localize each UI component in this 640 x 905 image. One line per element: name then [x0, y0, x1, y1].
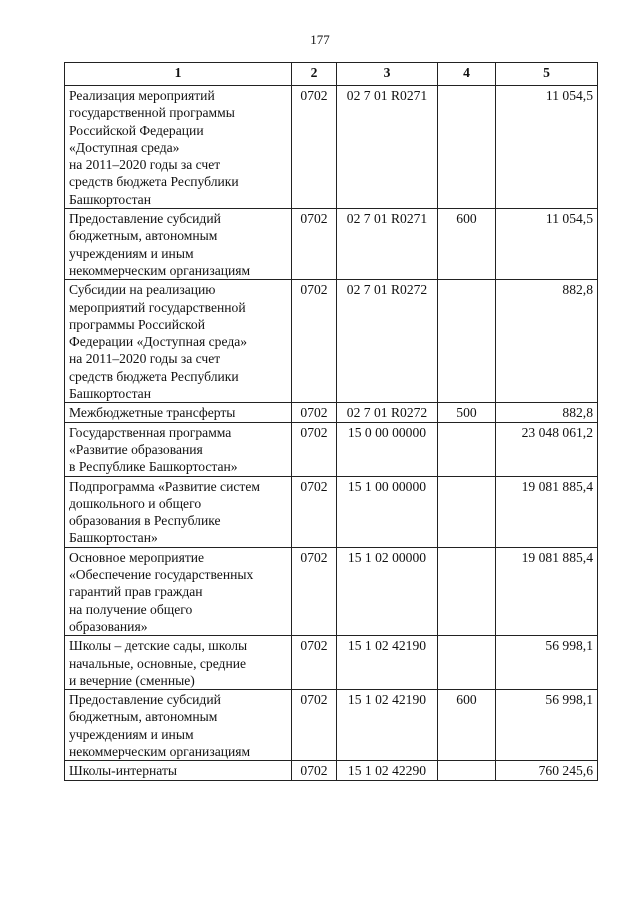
row-section: 0702	[292, 422, 337, 476]
budget-table	[64, 62, 598, 781]
table-row	[65, 422, 598, 476]
row-section: 0702	[292, 636, 337, 690]
row-name-cell	[65, 280, 292, 403]
row-code: 02 7 01 R0271	[337, 209, 438, 280]
row-name: Подпрограмма «Развитие систем дошкольного и общего образования в Республике Башкортостан»	[69, 478, 260, 546]
row-type	[438, 636, 496, 690]
row-name: Субсидии на реализацию мероприятий государственной программы Российской Федерации «Доступная среда» на 2011–2020 годы за счет средств бюджета Республики Башкортостан	[69, 282, 248, 402]
row-name-cell	[65, 761, 292, 780]
table-row	[65, 761, 598, 780]
row-type: 500	[438, 403, 496, 422]
row-name-cell	[65, 422, 292, 476]
row-code: 15 1 00 00000	[337, 476, 438, 547]
row-code: 15 1 02 42190	[337, 690, 438, 761]
row-name: Школы-интернаты	[69, 763, 178, 779]
row-type	[438, 86, 496, 209]
row-name-cell	[65, 547, 292, 635]
row-name-cell	[65, 476, 292, 547]
table-row	[65, 636, 598, 690]
table-row	[65, 476, 598, 547]
page-number: 177	[310, 32, 330, 47]
row-name: Реализация мероприятий государственной программы Российской Федерации «Доступная среда» на 2011–2020 годы за счет средств бюджета Республики Башкортостан	[69, 88, 239, 207]
row-name: Основное мероприятие «Обеспечение государственных гарантий прав граждан на получение общего образования»	[69, 549, 254, 634]
row-type	[438, 547, 496, 635]
row-amount: 56 998,1	[496, 690, 598, 761]
table-row	[65, 403, 598, 422]
row-code: 15 0 00 00000	[337, 422, 438, 476]
row-amount: 882,8	[496, 403, 598, 422]
row-code: 15 1 02 42190	[337, 636, 438, 690]
column-header-2: 2	[292, 63, 337, 86]
table-row	[65, 280, 598, 403]
row-section: 0702	[292, 690, 337, 761]
row-name-cell	[65, 636, 292, 690]
row-section: 0702	[292, 86, 337, 209]
row-amount: 760 245,6	[496, 761, 598, 780]
row-type: 600	[438, 209, 496, 280]
row-name: Предоставление субсидий бюджетным, автономным учреждениям и иным некоммерческим организациям	[69, 692, 251, 759]
row-section: 0702	[292, 476, 337, 547]
row-section: 0702	[292, 547, 337, 635]
row-name-cell	[65, 403, 292, 422]
row-code: 02 7 01 R0271	[337, 86, 438, 209]
row-amount: 11 054,5	[496, 209, 598, 280]
row-type: 600	[438, 690, 496, 761]
row-amount: 23 048 061,2	[496, 422, 598, 476]
row-amount: 56 998,1	[496, 636, 598, 690]
row-name-cell	[65, 209, 292, 280]
table-row	[65, 86, 598, 209]
row-name: Межбюджетные трансферты	[69, 405, 236, 421]
row-name-cell	[65, 86, 292, 209]
row-code: 02 7 01 R0272	[337, 280, 438, 403]
row-code: 02 7 01 R0272	[337, 403, 438, 422]
row-section: 0702	[292, 761, 337, 780]
row-name: Государственная программа «Развитие образования в Республике Башкортостан»	[69, 424, 238, 475]
column-header-3: 3	[337, 63, 438, 86]
row-code: 15 1 02 42290	[337, 761, 438, 780]
row-code: 15 1 02 00000	[337, 547, 438, 635]
row-amount: 19 081 885,4	[496, 476, 598, 547]
column-header-4: 4	[438, 63, 496, 86]
table-row	[65, 690, 598, 761]
row-section: 0702	[292, 209, 337, 280]
row-section: 0702	[292, 403, 337, 422]
row-name: Школы – детские сады, школы начальные, основные, средние и вечерние (сменные)	[69, 638, 248, 688]
table-row	[65, 209, 598, 280]
table-row	[65, 547, 598, 635]
row-type	[438, 280, 496, 403]
table-header-row	[65, 63, 598, 86]
row-type	[438, 761, 496, 780]
row-name-cell	[65, 690, 292, 761]
row-amount: 11 054,5	[496, 86, 598, 209]
row-amount: 19 081 885,4	[496, 547, 598, 635]
row-type	[438, 422, 496, 476]
row-name: Предоставление субсидий бюджетным, автономным учреждениям и иным некоммерческим организациям	[69, 211, 251, 278]
row-type	[438, 476, 496, 547]
column-header-5: 5	[496, 63, 598, 86]
row-section: 0702	[292, 280, 337, 403]
row-amount: 882,8	[496, 280, 598, 403]
column-header-1: 1	[65, 63, 292, 86]
